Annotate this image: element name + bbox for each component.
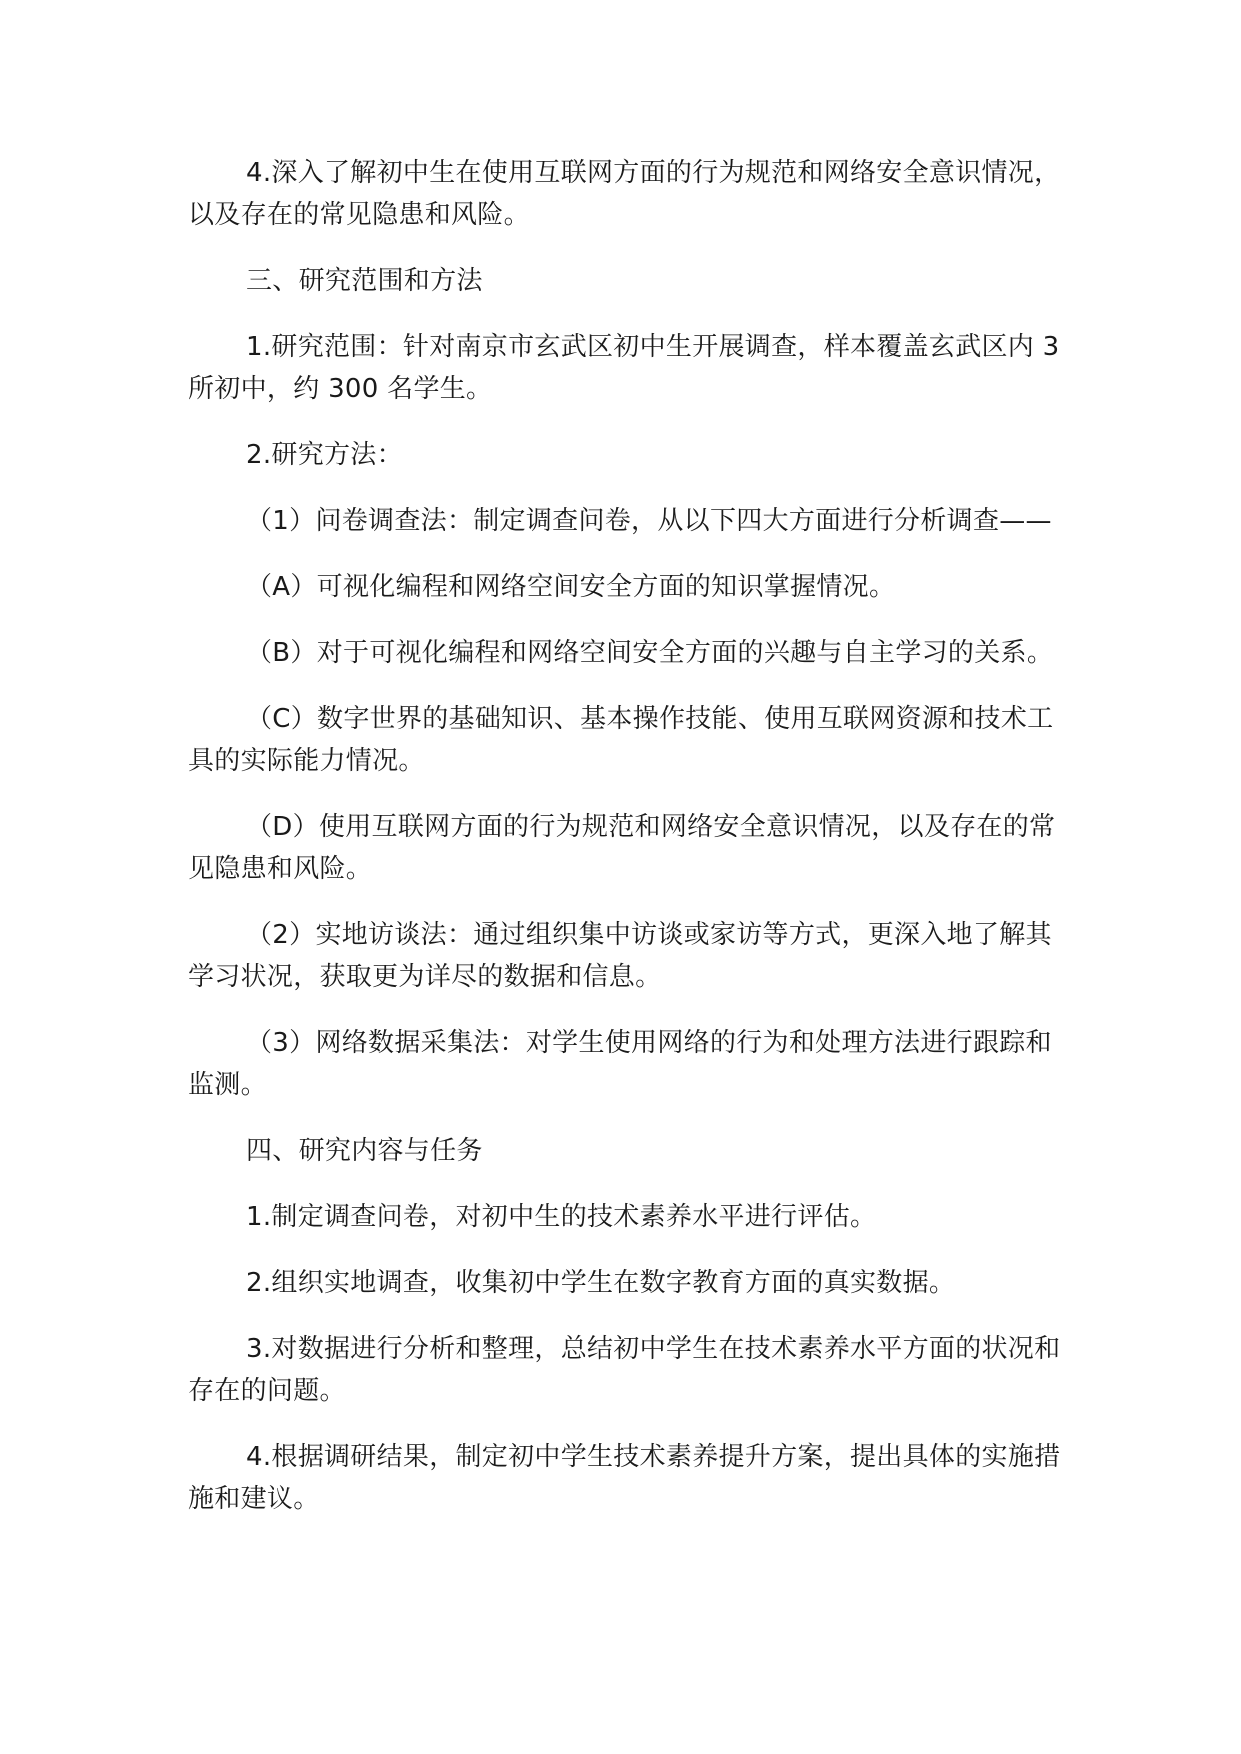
paragraph-method-questionnaire: （1）问卷调查法：制定调查问卷，从以下四大方面进行分析调查—— [246,506,1052,536]
document-body [188,152,1068,1544]
paragraph-research-methods: 2.研究方法： [246,440,403,470]
paragraph-survey-item-c: （C）数字世界的基础知识、基本操作技能、使用互联网资源和技术工具的实际能力情况。 [188,704,1054,776]
section-heading-scope-methods: 三、研究范围和方法 [246,266,483,296]
paragraph-research-scope: 1.研究范围：针对南京市玄武区初中生开展调查，样本覆盖玄武区内 3 所初中，约 300 名学生。 [188,332,1060,404]
paragraph-task-1: 1.制定调查问卷，对初中生的技术素养水平进行评估。 [246,1202,877,1232]
paragraph-method-data-collection: （3）网络数据采集法：对学生使用网络的行为和处理方法进行跟踪和监测。 [188,1028,1052,1100]
paragraph-task-2: 2.组织实地调查，收集初中学生在数字教育方面的真实数据。 [246,1268,956,1298]
paragraph-survey-item-b: （B）对于可视化编程和网络空间安全方面的兴趣与自主学习的关系。 [246,638,1054,668]
paragraph-task-3: 3.对数据进行分析和整理，总结初中学生在技术素养水平方面的状况和存在的问题。 [188,1334,1061,1406]
paragraph-objective-4: 4.深入了解初中生在使用互联网方面的行为规范和网络安全意识情况，以及存在的常见隐患和风险。 [188,158,1061,230]
section-heading-content-tasks: 四、研究内容与任务 [246,1136,483,1166]
paragraph-survey-item-a: （A）可视化编程和网络空间安全方面的知识掌握情况。 [246,572,896,602]
paragraph-task-4: 4.根据调研结果，制定初中学生技术素养提升方案，提出具体的实施措施和建议。 [188,1442,1061,1514]
paragraph-method-interview: （2）实地访谈法：通过组织集中访谈或家访等方式，更深入地了解其学习状况，获取更为详尽的数据和信息。 [188,920,1052,992]
paragraph-survey-item-d: （D）使用互联网方面的行为规范和网络安全意识情况，以及存在的常见隐患和风险。 [188,812,1056,884]
